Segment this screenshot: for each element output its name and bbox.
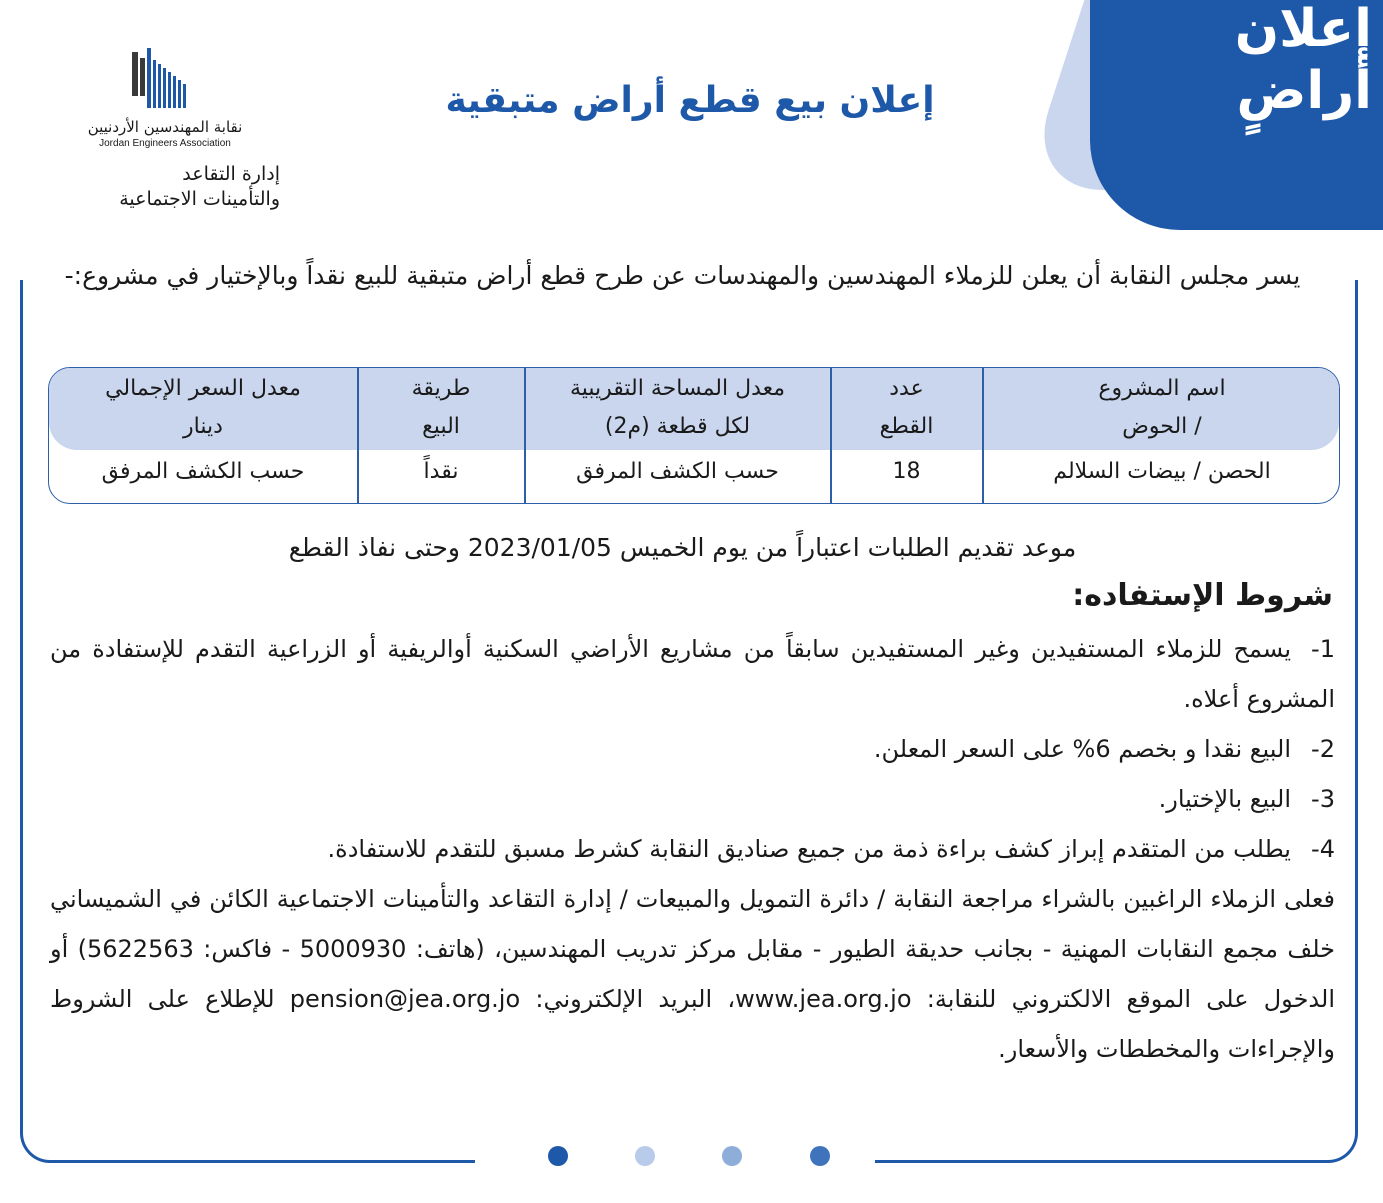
- column-divider: [982, 368, 984, 504]
- header-area-line1: معدل المساحة التقريبية: [569, 376, 786, 401]
- header-price-line1: معدل السعر الإجمالي: [105, 376, 301, 401]
- land-table: [48, 367, 1340, 504]
- jea-logo-icon: [130, 44, 210, 116]
- table-header-cell: [983, 370, 1340, 446]
- corner-badge: [1090, 0, 1383, 230]
- table-header-cell: [525, 370, 830, 446]
- column-count: [831, 368, 982, 504]
- cell-area: حسب الكشف المرفق: [576, 459, 779, 484]
- header-area-line2: لكل قطعة (م2): [604, 414, 751, 439]
- header-price-line2: دينار: [183, 414, 223, 439]
- column-area: [525, 368, 830, 504]
- corner-badge-text: [1152, 0, 1372, 122]
- condition-number: 4-: [1311, 835, 1335, 863]
- department-name: [70, 162, 280, 212]
- condition-item: [50, 824, 1335, 874]
- condition-text: يطلب من المتقدم إبراز كشف براءة ذمة من جميع صناديق النقابة كشرط مسبق للتقدم للاستفادة.: [327, 835, 1291, 863]
- condition-text: يسمح للزملاء المستفيدين وغير المستفيدين سابقاً من مشاريع الأراضي السكنية أوالريفية أو الزراعية التقدم للإستفادة من المشروع أعلاه.: [50, 635, 1335, 713]
- cell-count: 18: [892, 459, 921, 484]
- deadline-text: موعد تقديم الطلبات اعتباراً من يوم الخميس 2023/01/05 وحتى نفاذ القطع: [288, 533, 1077, 562]
- header-project-line1: اسم المشروع: [1098, 376, 1226, 401]
- column-divider: [357, 368, 359, 504]
- column-divider: [830, 368, 832, 504]
- condition-item: [50, 624, 1335, 724]
- condition-text: البيع نقدا و بخصم 6% على السعر المعلن.: [873, 735, 1291, 763]
- table-header-cell: [49, 370, 357, 446]
- cell-price: حسب الكشف المرفق: [101, 459, 305, 484]
- corner-badge-line1: إعلان: [1234, 0, 1372, 59]
- page-title: إعلان بيع قطع أراض متبقية: [445, 80, 935, 121]
- condition-item: [50, 724, 1335, 774]
- condition-number: 3-: [1311, 785, 1335, 813]
- intro-paragraph: يسر مجلس النقابة أن يعلن للزملاء المهندسين والمهندسات عن طرح قطع أراض متبقية للبيع نقداً وبالإختيار في مشروع:-: [64, 261, 1301, 290]
- cell-project: الحصن / بيضات السلالم: [1053, 459, 1271, 484]
- page-dot: [548, 1146, 568, 1166]
- logo-name-en: Jordan Engineers Association: [99, 138, 231, 149]
- corner-badge-line2: أراضٍ: [1236, 61, 1372, 121]
- header-count-line2: القطع: [879, 414, 934, 439]
- condition-number: 1-: [1311, 635, 1335, 663]
- closing-paragraph: فعلى الزملاء الراغبين بالشراء مراجعة النقابة / دائرة التمويل والمبيعات / إدارة التقاعد والتأمينات الاجتماعية الكائن في الشميساني خلف مجمع النقابات المهنية - بجانب حديقة الطيور - مقابل مركز تدريب المهندسين، (هاتف: 5000930 - فاكس: 5622563) أو الدخول على الموقع الالكتروني للنقابة: www.jea.org.jo، البريد الإلكتروني: pension@jea.org.jo للإطلاع على الشروط والإجراءات والمخططات والأسعار.: [50, 885, 1335, 1063]
- cell-method: نقداً: [423, 459, 459, 484]
- column-method: [358, 368, 524, 504]
- page-dot: [810, 1146, 830, 1166]
- page-dot: [635, 1146, 655, 1166]
- conditions-title: شروط الإستفاده:: [1072, 578, 1333, 613]
- logo-name-ar: نقابة المهندسين الأردنيين: [87, 118, 243, 136]
- department-line2: والتأمينات الاجتماعية: [119, 188, 280, 210]
- page-dot: [722, 1146, 742, 1166]
- column-divider: [524, 368, 526, 504]
- table-header-cell: [831, 370, 982, 446]
- header-method-line2: البيع: [422, 414, 460, 439]
- condition-item: [50, 774, 1335, 824]
- column-project: [983, 368, 1340, 504]
- column-price: [49, 368, 357, 504]
- table-header-cell: [358, 370, 524, 446]
- condition-text: البيع بالإختيار.: [1158, 785, 1291, 813]
- department-line1: إدارة التقاعد: [182, 163, 280, 185]
- header-method-line1: طريقة: [411, 376, 471, 401]
- header-project-line2: / الحوض: [1122, 414, 1202, 439]
- condition-number: 2-: [1311, 735, 1335, 763]
- header-count-line1: عدد: [889, 376, 924, 401]
- jea-logo-block: [60, 40, 280, 220]
- page-indicator: [548, 1146, 838, 1170]
